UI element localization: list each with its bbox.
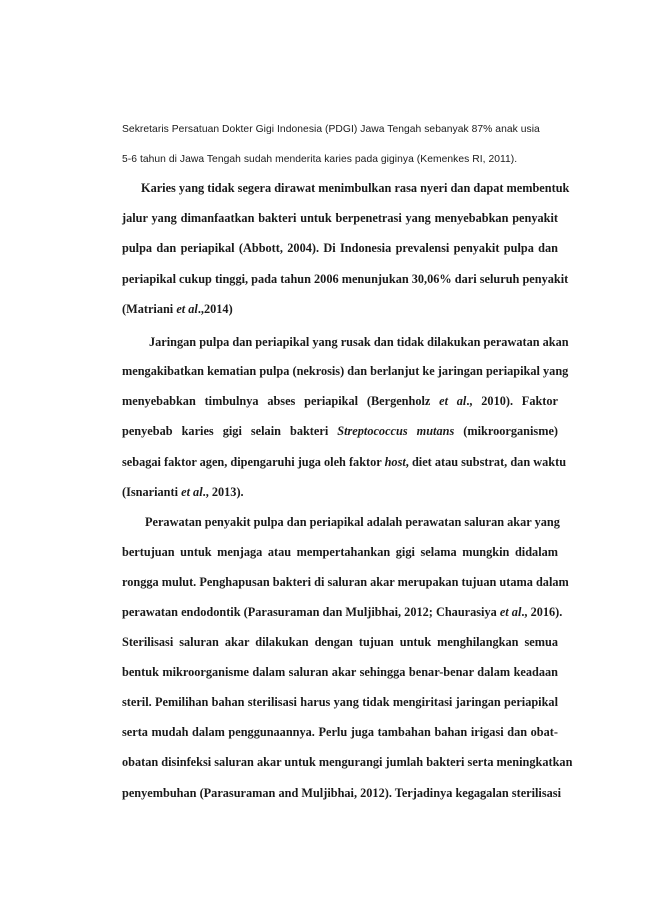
p3-line-4-text-a: perawatan endodontik (Parasuraman dan Muljibhai, 2012; Chaurasiya — [122, 605, 500, 619]
p2-line-3-italic: et al — [439, 394, 467, 408]
top-line-2: 5-6 tahun di Jawa Tengah sudah menderita karies pada giginya (Kemenkes RI, 2011). — [122, 154, 518, 165]
p3-line-7: steril. Pemilihan bahan sterilisasi harus yang tidak mengiritasi jaringan periapikal — [122, 695, 558, 709]
p2-line-4-text-b: (mikroorganisme) — [454, 424, 558, 438]
p3-line-6: bentuk mikroorganisme dalam saluran akar sehingga benar-benar dalam keadaan — [122, 665, 558, 679]
p2-line-5-text-b: , diet atau substrat, dan waktu — [405, 455, 567, 469]
p3-line-2: bertujuan untuk menjaga atau mempertahankan gigi selama mungkin didalam — [122, 545, 558, 559]
p3-line-3: rongga mulut. Penghapusan bakteri di saluran akar merupakan tujuan utama dalam — [122, 575, 569, 589]
p2-line-6 — [122, 485, 558, 500]
p3-line-10: penyembuhan (Parasuraman and Muljibhai, 2012). Terjadinya kegagalan sterilisasi — [122, 786, 561, 800]
p2-line-4-italic: Streptococcus mutans — [337, 424, 455, 438]
p2-line-2: mengakibatkan kematian pulpa (nekrosis) dan berlanjut ke jaringan periapikal yang — [122, 364, 569, 378]
p3-line-5: Sterilisasi saluran akar dilakukan dengan tujuan untuk menghilangkan semua — [122, 635, 558, 649]
p2-line-5 — [122, 455, 567, 470]
p2-line-3-text-b: ., 2010). Faktor — [466, 394, 559, 408]
p1-line-1: Karies yang tidak segera dirawat menimbulkan rasa nyeri dan dapat membentuk — [141, 181, 570, 195]
p3-line-4-text-b: ., 2016). — [521, 605, 563, 619]
p2-line-4-text-a: penyebab karies gigi selain bakteri — [122, 424, 338, 438]
p2-line-5-text-a: sebagai faktor agen, dipengaruhi juga oleh faktor — [122, 455, 385, 469]
p1-line-2: jalur yang dimanfaatkan bakteri untuk berpenetrasi yang menyebabkan penyakit — [122, 211, 558, 225]
p2-line-3-text-a: menyebabkan timbulnya abses periapikal (Bergenholz — [122, 394, 440, 408]
p2-line-6-text-a: (Isnarianti — [122, 485, 182, 499]
p2-line-6-text-b: ., 2013). — [202, 485, 244, 499]
p1-line-5-text-b: .,2014) — [197, 302, 233, 316]
p2-line-3 — [122, 394, 558, 409]
p2-line-1: Jaringan pulpa dan periapikal yang rusak dan tidak dilakukan perawatan akan — [149, 335, 569, 349]
p3-line-1: Perawatan penyakit pulpa dan periapikal adalah perawatan saluran akar yang — [145, 515, 560, 529]
p3-line-8: serta mudah dalam penggunaannya. Perlu juga tambahan bahan irigasi dan obat- — [122, 725, 558, 739]
p2-line-5-italic: host — [384, 455, 406, 469]
p1-line-5 — [122, 302, 558, 317]
p1-line-3: pulpa dan periapikal (Abbott, 2004). Di Indonesia prevalensi penyakit pulpa dan — [122, 241, 558, 255]
p3-line-4-italic: et al — [499, 605, 522, 619]
p3-line-4 — [122, 605, 563, 620]
p1-line-4: periapikal cukup tinggi, pada tahun 2006 menunjukan 30,06% dari seluruh penyakit — [122, 272, 569, 286]
p1-line-5-text-a: (Matriani — [122, 302, 177, 316]
p3-line-9: obatan disinfeksi saluran akar untuk mengurangi jumlah bakteri serta meningkatkan — [122, 755, 573, 769]
p1-line-5-italic: et al — [176, 302, 198, 316]
p2-line-6-italic: et al — [181, 485, 203, 499]
p2-line-4 — [122, 424, 558, 439]
top-line-1: Sekretaris Persatuan Dokter Gigi Indonesia (PDGI) Jawa Tengah sebanyak 87% anak usia — [122, 124, 540, 135]
